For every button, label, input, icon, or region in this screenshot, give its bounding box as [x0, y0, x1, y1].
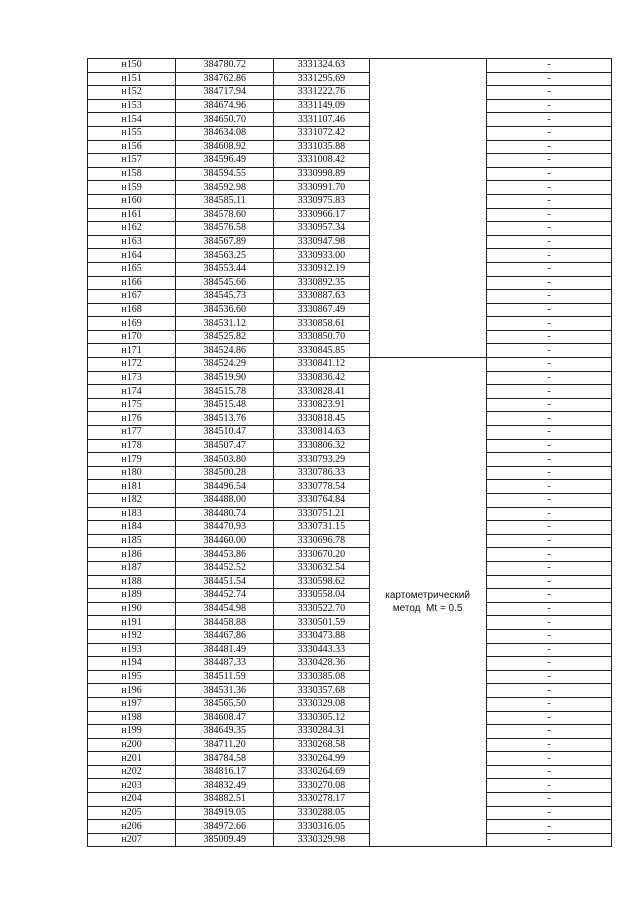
point-id-cell: н157	[88, 154, 176, 168]
x-coordinate-cell: 384594.55	[176, 167, 274, 181]
x-coordinate-cell: 384503.80	[176, 453, 274, 467]
y-coordinate-cell: 3330357.68	[274, 684, 369, 698]
point-id-cell: н169	[88, 317, 176, 331]
point-id-cell: н182	[88, 494, 176, 508]
table-row	[88, 317, 612, 331]
point-id-cell: н191	[88, 616, 176, 630]
coordinates-table-body	[88, 59, 612, 847]
y-coordinate-cell: 3330818.45	[274, 412, 369, 426]
y-coordinate-cell: 3331107.46	[274, 113, 369, 127]
y-coordinate-cell: 3330385.08	[274, 670, 369, 684]
table-row	[88, 480, 612, 494]
x-coordinate-cell: 384592.98	[176, 181, 274, 195]
table-row	[88, 453, 612, 467]
x-coordinate-cell: 384816.17	[176, 765, 274, 779]
table-row	[88, 793, 612, 807]
point-id-cell: н189	[88, 589, 176, 603]
point-id-cell: н206	[88, 820, 176, 834]
note-cell: -	[486, 548, 611, 562]
note-cell: -	[486, 154, 611, 168]
point-id-cell: н177	[88, 426, 176, 440]
y-coordinate-cell: 3330696.78	[274, 534, 369, 548]
point-id-cell: н199	[88, 725, 176, 739]
x-coordinate-cell: 384515.48	[176, 398, 274, 412]
coordinates-table	[87, 58, 612, 847]
table-row	[88, 779, 612, 793]
table-row	[88, 398, 612, 412]
y-coordinate-cell: 3330268.58	[274, 738, 369, 752]
x-coordinate-cell: 384711.20	[176, 738, 274, 752]
note-cell: -	[486, 670, 611, 684]
x-coordinate-cell: 384458.88	[176, 616, 274, 630]
point-id-cell: н166	[88, 276, 176, 290]
y-coordinate-cell: 3330887.63	[274, 290, 369, 304]
note-cell: -	[486, 616, 611, 630]
y-coordinate-cell: 3330975.83	[274, 194, 369, 208]
y-coordinate-cell: 3330305.12	[274, 711, 369, 725]
y-coordinate-cell: 3330793.29	[274, 453, 369, 467]
x-coordinate-cell: 384460.00	[176, 534, 274, 548]
x-coordinate-cell: 384576.58	[176, 222, 274, 236]
y-coordinate-cell: 3330850.70	[274, 330, 369, 344]
note-cell: -	[486, 453, 611, 467]
y-coordinate-cell: 3330814.63	[274, 426, 369, 440]
x-coordinate-cell: 384515.78	[176, 385, 274, 399]
note-cell: -	[486, 208, 611, 222]
note-cell: -	[486, 439, 611, 453]
note-cell: -	[486, 99, 611, 113]
y-coordinate-cell: 3330443.33	[274, 643, 369, 657]
point-id-cell: н184	[88, 521, 176, 535]
y-coordinate-cell: 3331324.63	[274, 59, 369, 73]
y-coordinate-cell: 3331072.42	[274, 126, 369, 140]
y-coordinate-cell: 3331035.88	[274, 140, 369, 154]
table-row	[88, 466, 612, 480]
note-cell: -	[486, 412, 611, 426]
x-coordinate-cell: 384784.58	[176, 752, 274, 766]
table-row	[88, 439, 612, 453]
note-cell: -	[486, 371, 611, 385]
note-cell: -	[486, 806, 611, 820]
y-coordinate-cell: 3330966.17	[274, 208, 369, 222]
note-cell: -	[486, 643, 611, 657]
note-cell: -	[486, 466, 611, 480]
x-coordinate-cell: 384524.86	[176, 344, 274, 358]
point-id-cell: н154	[88, 113, 176, 127]
note-cell: -	[486, 126, 611, 140]
table-row	[88, 385, 612, 399]
table-row	[88, 561, 612, 575]
table-row	[88, 72, 612, 86]
note-cell: -	[486, 575, 611, 589]
x-coordinate-cell: 384832.49	[176, 779, 274, 793]
table-row	[88, 194, 612, 208]
x-coordinate-cell: 384488.00	[176, 494, 274, 508]
note-cell: -	[486, 235, 611, 249]
x-coordinate-cell: 384511.59	[176, 670, 274, 684]
y-coordinate-cell: 3330867.49	[274, 303, 369, 317]
note-cell: -	[486, 779, 611, 793]
note-cell: -	[486, 222, 611, 236]
table-row	[88, 426, 612, 440]
table-row	[88, 833, 612, 847]
x-coordinate-cell: 384972.66	[176, 820, 274, 834]
point-id-cell: н158	[88, 167, 176, 181]
note-cell: -	[486, 167, 611, 181]
table-row	[88, 154, 612, 168]
x-coordinate-cell: 384762.86	[176, 72, 274, 86]
x-coordinate-cell: 384452.74	[176, 589, 274, 603]
x-coordinate-cell: 384882.51	[176, 793, 274, 807]
point-id-cell: н188	[88, 575, 176, 589]
y-coordinate-cell: 3330632.54	[274, 561, 369, 575]
point-id-cell: н196	[88, 684, 176, 698]
point-id-cell: н200	[88, 738, 176, 752]
note-cell: -	[486, 507, 611, 521]
y-coordinate-cell: 3330329.98	[274, 833, 369, 847]
note-cell: -	[486, 602, 611, 616]
table-row	[88, 140, 612, 154]
table-row	[88, 643, 612, 657]
y-coordinate-cell: 3330329.08	[274, 697, 369, 711]
table-row	[88, 126, 612, 140]
x-coordinate-cell: 385009.49	[176, 833, 274, 847]
method-cell	[369, 358, 486, 847]
table-row	[88, 412, 612, 426]
note-cell: -	[486, 59, 611, 73]
point-id-cell: н168	[88, 303, 176, 317]
note-cell: -	[486, 725, 611, 739]
point-id-cell: н172	[88, 358, 176, 372]
method-label-line2: метод Mt = 0.5	[392, 603, 463, 615]
y-coordinate-cell: 3330947.98	[274, 235, 369, 249]
x-coordinate-cell: 384525.82	[176, 330, 274, 344]
y-coordinate-cell: 3331008.42	[274, 154, 369, 168]
point-id-cell: н165	[88, 262, 176, 276]
y-coordinate-cell: 3330284.31	[274, 725, 369, 739]
table-row	[88, 589, 612, 603]
x-coordinate-cell: 384608.92	[176, 140, 274, 154]
table-row	[88, 806, 612, 820]
table-row	[88, 181, 612, 195]
point-id-cell: н170	[88, 330, 176, 344]
point-id-cell: н192	[88, 629, 176, 643]
table-row	[88, 371, 612, 385]
table-row	[88, 167, 612, 181]
note-cell: -	[486, 249, 611, 263]
point-id-cell: н179	[88, 453, 176, 467]
note-cell: -	[486, 290, 611, 304]
y-coordinate-cell: 3330278.17	[274, 793, 369, 807]
x-coordinate-cell: 384717.94	[176, 86, 274, 100]
point-id-cell: н190	[88, 602, 176, 616]
y-coordinate-cell: 3330841.12	[274, 358, 369, 372]
point-id-cell: н197	[88, 697, 176, 711]
x-coordinate-cell: 384452.52	[176, 561, 274, 575]
y-coordinate-cell: 3330264.69	[274, 765, 369, 779]
y-coordinate-cell: 3330764.84	[274, 494, 369, 508]
table-row	[88, 670, 612, 684]
y-coordinate-cell: 3330316.05	[274, 820, 369, 834]
y-coordinate-cell: 3330522.70	[274, 602, 369, 616]
table-row	[88, 86, 612, 100]
note-cell: -	[486, 303, 611, 317]
table-row	[88, 113, 612, 127]
note-cell: -	[486, 72, 611, 86]
table-row	[88, 208, 612, 222]
x-coordinate-cell: 384650.70	[176, 113, 274, 127]
x-coordinate-cell: 384481.49	[176, 643, 274, 657]
method-label-line1: картометрический	[385, 590, 470, 602]
y-coordinate-cell: 3330778.54	[274, 480, 369, 494]
point-id-cell: н164	[88, 249, 176, 263]
point-id-cell: н198	[88, 711, 176, 725]
note-cell: -	[486, 657, 611, 671]
x-coordinate-cell: 384454.98	[176, 602, 274, 616]
point-id-cell: н171	[88, 344, 176, 358]
y-coordinate-cell: 3330823.91	[274, 398, 369, 412]
x-coordinate-cell: 384545.73	[176, 290, 274, 304]
note-cell: -	[486, 426, 611, 440]
note-cell: -	[486, 385, 611, 399]
table-row	[88, 262, 612, 276]
y-coordinate-cell: 3330912.19	[274, 262, 369, 276]
y-coordinate-cell: 3330991.70	[274, 181, 369, 195]
y-coordinate-cell: 3330731.15	[274, 521, 369, 535]
point-id-cell: н194	[88, 657, 176, 671]
point-id-cell: н202	[88, 765, 176, 779]
x-coordinate-cell: 384596.49	[176, 154, 274, 168]
x-coordinate-cell: 384519.90	[176, 371, 274, 385]
table-row	[88, 820, 612, 834]
note-cell: -	[486, 358, 611, 372]
method-cell-empty	[369, 59, 486, 358]
table-row	[88, 330, 612, 344]
x-coordinate-cell: 384524.29	[176, 358, 274, 372]
x-coordinate-cell: 384531.36	[176, 684, 274, 698]
x-coordinate-cell: 384578.60	[176, 208, 274, 222]
note-cell: -	[486, 276, 611, 290]
table-row	[88, 738, 612, 752]
x-coordinate-cell: 384513.76	[176, 412, 274, 426]
point-id-cell: н185	[88, 534, 176, 548]
y-coordinate-cell: 3330288.05	[274, 806, 369, 820]
point-id-cell: н163	[88, 235, 176, 249]
table-row	[88, 548, 612, 562]
point-id-cell: н186	[88, 548, 176, 562]
point-id-cell: н207	[88, 833, 176, 847]
note-cell: -	[486, 398, 611, 412]
x-coordinate-cell: 384470.93	[176, 521, 274, 535]
table-row	[88, 711, 612, 725]
y-coordinate-cell: 3331149.09	[274, 99, 369, 113]
x-coordinate-cell: 384563.25	[176, 249, 274, 263]
table-row	[88, 235, 612, 249]
table-row	[88, 725, 612, 739]
note-cell: -	[486, 561, 611, 575]
point-id-cell: н160	[88, 194, 176, 208]
point-id-cell: н203	[88, 779, 176, 793]
point-id-cell: н195	[88, 670, 176, 684]
y-coordinate-cell: 3330836.42	[274, 371, 369, 385]
x-coordinate-cell: 384510.47	[176, 426, 274, 440]
note-cell: -	[486, 113, 611, 127]
point-id-cell: н150	[88, 59, 176, 73]
y-coordinate-cell: 3330806.32	[274, 439, 369, 453]
point-id-cell: н187	[88, 561, 176, 575]
point-id-cell: н156	[88, 140, 176, 154]
point-id-cell: н173	[88, 371, 176, 385]
point-id-cell: н175	[88, 398, 176, 412]
table-row	[88, 222, 612, 236]
point-id-cell: н176	[88, 412, 176, 426]
note-cell: -	[486, 344, 611, 358]
x-coordinate-cell: 384451.54	[176, 575, 274, 589]
point-id-cell: н201	[88, 752, 176, 766]
y-coordinate-cell: 3330998.89	[274, 167, 369, 181]
point-id-cell: н174	[88, 385, 176, 399]
x-coordinate-cell: 384585.11	[176, 194, 274, 208]
note-cell: -	[486, 330, 611, 344]
table-row	[88, 494, 612, 508]
x-coordinate-cell: 384531.12	[176, 317, 274, 331]
table-row	[88, 684, 612, 698]
y-coordinate-cell: 3330892.35	[274, 276, 369, 290]
note-cell: -	[486, 262, 611, 276]
point-id-cell: н161	[88, 208, 176, 222]
point-id-cell: н151	[88, 72, 176, 86]
table-row	[88, 765, 612, 779]
point-id-cell: н178	[88, 439, 176, 453]
table-row	[88, 249, 612, 263]
point-id-cell: н152	[88, 86, 176, 100]
y-coordinate-cell: 3330957.34	[274, 222, 369, 236]
y-coordinate-cell: 3330270.08	[274, 779, 369, 793]
table-row	[88, 752, 612, 766]
point-id-cell: н193	[88, 643, 176, 657]
x-coordinate-cell: 384545.66	[176, 276, 274, 290]
table-row	[88, 657, 612, 671]
y-coordinate-cell: 3330264.99	[274, 752, 369, 766]
x-coordinate-cell: 384507.47	[176, 439, 274, 453]
note-cell: -	[486, 140, 611, 154]
table-row	[88, 534, 612, 548]
y-coordinate-cell: 3330670.20	[274, 548, 369, 562]
table-row	[88, 344, 612, 358]
table-row	[88, 629, 612, 643]
y-coordinate-cell: 3330751.21	[274, 507, 369, 521]
x-coordinate-cell: 384780.72	[176, 59, 274, 73]
note-cell: -	[486, 752, 611, 766]
note-cell: -	[486, 521, 611, 535]
x-coordinate-cell: 384536.60	[176, 303, 274, 317]
x-coordinate-cell: 384553.44	[176, 262, 274, 276]
x-coordinate-cell: 384496.54	[176, 480, 274, 494]
y-coordinate-cell: 3330858.61	[274, 317, 369, 331]
note-cell: -	[486, 534, 611, 548]
point-id-cell: н183	[88, 507, 176, 521]
x-coordinate-cell: 384480.74	[176, 507, 274, 521]
x-coordinate-cell: 384634.08	[176, 126, 274, 140]
table-row	[88, 276, 612, 290]
x-coordinate-cell: 384487.33	[176, 657, 274, 671]
y-coordinate-cell: 3330473.88	[274, 629, 369, 643]
table-row	[88, 59, 612, 73]
note-cell: -	[486, 793, 611, 807]
note-cell: -	[486, 765, 611, 779]
point-id-cell: н205	[88, 806, 176, 820]
table-row	[88, 507, 612, 521]
point-id-cell: н155	[88, 126, 176, 140]
note-cell: -	[486, 589, 611, 603]
note-cell: -	[486, 480, 611, 494]
x-coordinate-cell: 384567.89	[176, 235, 274, 249]
x-coordinate-cell: 384919.05	[176, 806, 274, 820]
note-cell: -	[486, 86, 611, 100]
x-coordinate-cell: 384649.35	[176, 725, 274, 739]
y-coordinate-cell: 3330501.59	[274, 616, 369, 630]
table-row	[88, 602, 612, 616]
table-row	[88, 99, 612, 113]
y-coordinate-cell: 3331222.76	[274, 86, 369, 100]
y-coordinate-cell: 3330558.04	[274, 589, 369, 603]
x-coordinate-cell: 384674.96	[176, 99, 274, 113]
x-coordinate-cell: 384565.50	[176, 697, 274, 711]
point-id-cell: н167	[88, 290, 176, 304]
note-cell: -	[486, 494, 611, 508]
point-id-cell: н159	[88, 181, 176, 195]
table-row	[88, 290, 612, 304]
table-row	[88, 303, 612, 317]
note-cell: -	[486, 833, 611, 847]
note-cell: -	[486, 820, 611, 834]
x-coordinate-cell: 384467.86	[176, 629, 274, 643]
note-cell: -	[486, 629, 611, 643]
y-coordinate-cell: 3330598.62	[274, 575, 369, 589]
note-cell: -	[486, 711, 611, 725]
note-cell: -	[486, 317, 611, 331]
table-row	[88, 521, 612, 535]
table-row	[88, 358, 612, 372]
x-coordinate-cell: 384453.86	[176, 548, 274, 562]
y-coordinate-cell: 3330845.85	[274, 344, 369, 358]
point-id-cell: н181	[88, 480, 176, 494]
y-coordinate-cell: 3330786.33	[274, 466, 369, 480]
point-id-cell: н204	[88, 793, 176, 807]
x-coordinate-cell: 384608.47	[176, 711, 274, 725]
y-coordinate-cell: 3331295.69	[274, 72, 369, 86]
y-coordinate-cell: 3330828.41	[274, 385, 369, 399]
note-cell: -	[486, 181, 611, 195]
x-coordinate-cell: 384500.28	[176, 466, 274, 480]
table-row	[88, 575, 612, 589]
point-id-cell: н162	[88, 222, 176, 236]
note-cell: -	[486, 697, 611, 711]
point-id-cell: н153	[88, 99, 176, 113]
point-id-cell: н180	[88, 466, 176, 480]
note-cell: -	[486, 738, 611, 752]
note-cell: -	[486, 684, 611, 698]
y-coordinate-cell: 3330933.00	[274, 249, 369, 263]
table-row	[88, 616, 612, 630]
y-coordinate-cell: 3330428.36	[274, 657, 369, 671]
table-row	[88, 697, 612, 711]
note-cell: -	[486, 194, 611, 208]
